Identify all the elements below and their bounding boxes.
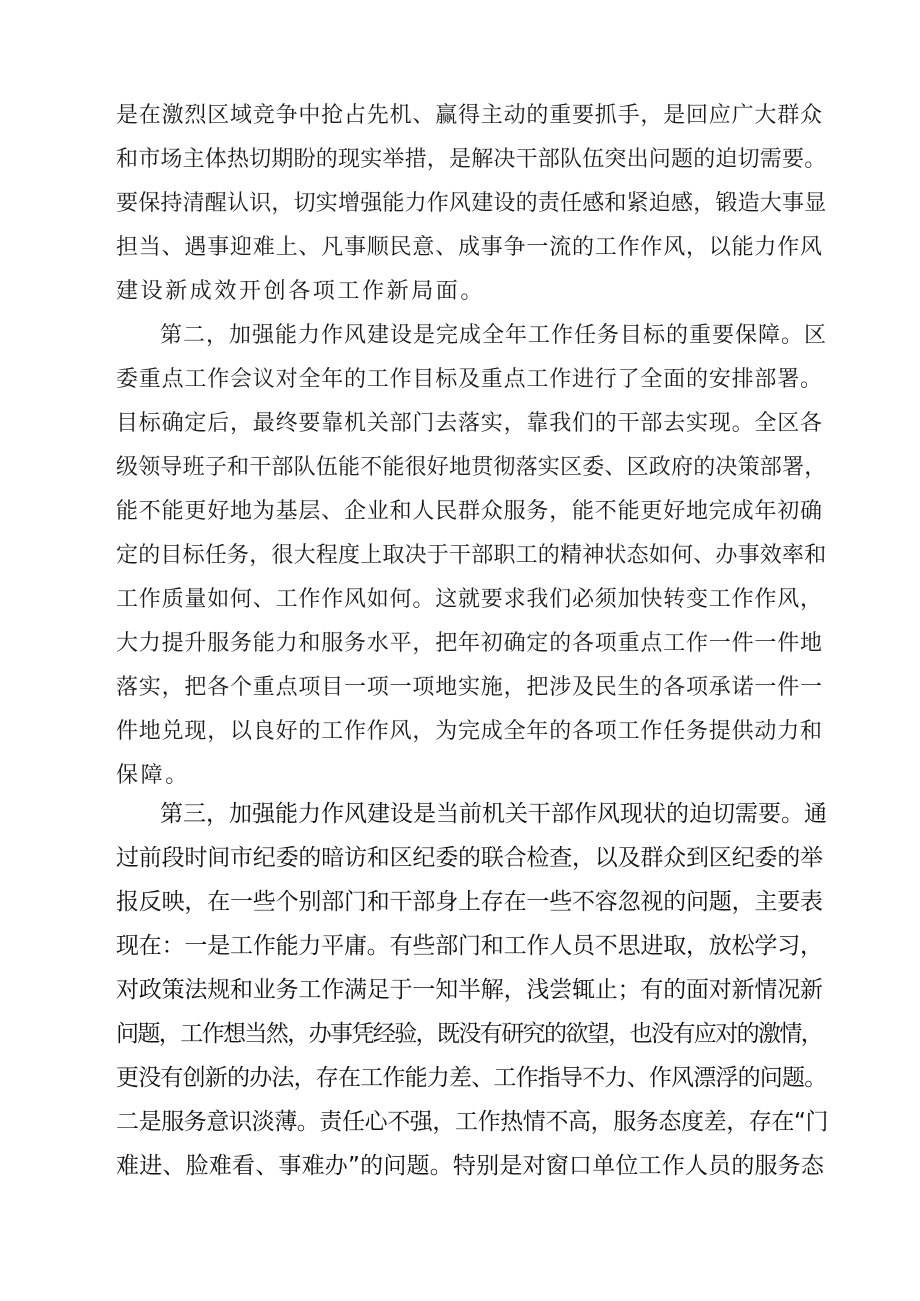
- paragraph-1-line-4: 担当、遇事迎难上、凡事顺民意、成事争一流的工作作风，以能力作风: [116, 235, 823, 260]
- paragraph-2-line-6: 定的目标任务，很大程度上取决于干部职工的精神状态如何、办事效率和: [116, 543, 827, 568]
- paragraph-2-line-9: 落实，把各个重点项目一项一项地实施，把涉及民生的各项承诺一件一: [116, 675, 823, 700]
- paragraph-1-line-3: 要保持清醒认识，切实增强能力作风建设的责任感和紧迫感，锻造大事显: [116, 191, 827, 216]
- paragraph-2-line-4: 级领导班子和干部队伍能不能很好地贯彻落实区委、区政府的决策部署，: [116, 455, 827, 480]
- paragraph-3-line-3: 报反映，在一些个别部门和干部身上存在一些不容忽视的问题，主要表: [116, 889, 823, 915]
- paragraph-2-line-11: 保障。: [116, 763, 190, 788]
- paragraph-2-line-3: 目标确定后，最终要靠机关部门去落实，靠我们的干部去实现。全区各: [116, 411, 823, 436]
- paragraph-1-line-2: 和市场主体热切期盼的现实举措，是解决干部队伍突出问题的迫切需要。: [116, 147, 827, 172]
- paragraph-2-line-1: 第二，加强能力作风建设是完成全年工作任务目标的重要保障。区: [160, 323, 828, 348]
- paragraph-1-line-5: 建设新成效开创各项工作新局面。: [116, 279, 486, 304]
- paragraph-1-line-1: 是在激烈区域竞争中抢占先机、赢得主动的重要抓手，是回应广大群众: [116, 103, 823, 128]
- paragraph-3-line-2: 过前段时间市纪委的暗访和区纪委的联合检查，以及群众到区纪委的举: [116, 845, 823, 871]
- paragraph-2-line-10: 件地兑现，以良好的工作作风，为完成全年的各项工作任务提供动力和: [116, 719, 823, 744]
- paragraph-3-line-8: 二是服务意识淡薄。责任心不强，工作热情不高，服务态度差，存在“门: [116, 1109, 829, 1135]
- paragraph-2-line-7: 工作质量如何、工作作风如何。这就要求我们必须加快转变工作作风，: [116, 587, 823, 612]
- paragraph-2-line-2: 委重点工作会议对全年的工作目标及重点工作进行了全面的安排部署。: [116, 367, 823, 392]
- paragraph-3-line-9: 难进、脸难看、事难办”的问题。特别是对窗口单位工作人员的服务态: [116, 1153, 825, 1179]
- paragraph-3-line-4: 现在：一是工作能力平庸。有些部门和工作人员不思进取，放松学习，: [116, 933, 823, 959]
- paragraph-2-line-8: 大力提升服务能力和服务水平，把年初确定的各项重点工作一件一件地: [116, 631, 823, 656]
- paragraph-2-line-5: 能不能更好地为基层、企业和人民群众服务，能不能更好地完成年初确: [116, 499, 823, 524]
- paragraph-3-line-7: 更没有创新的办法，存在工作能力差、工作指导不力、作风漂浮的问题。: [116, 1065, 827, 1091]
- paragraph-3-line-6: 问题，工作想当然，办事凭经验，既没有研究的欲望，也没有应对的激情，: [116, 1021, 823, 1047]
- paragraph-3-line-1: 第三，加强能力作风建设是当前机关干部作风现状的迫切需要。通: [160, 801, 827, 827]
- paragraph-3-line-5: 对政策法规和业务工作满足于一知半解，浅尝辄止；有的面对新情况新: [116, 977, 823, 1003]
